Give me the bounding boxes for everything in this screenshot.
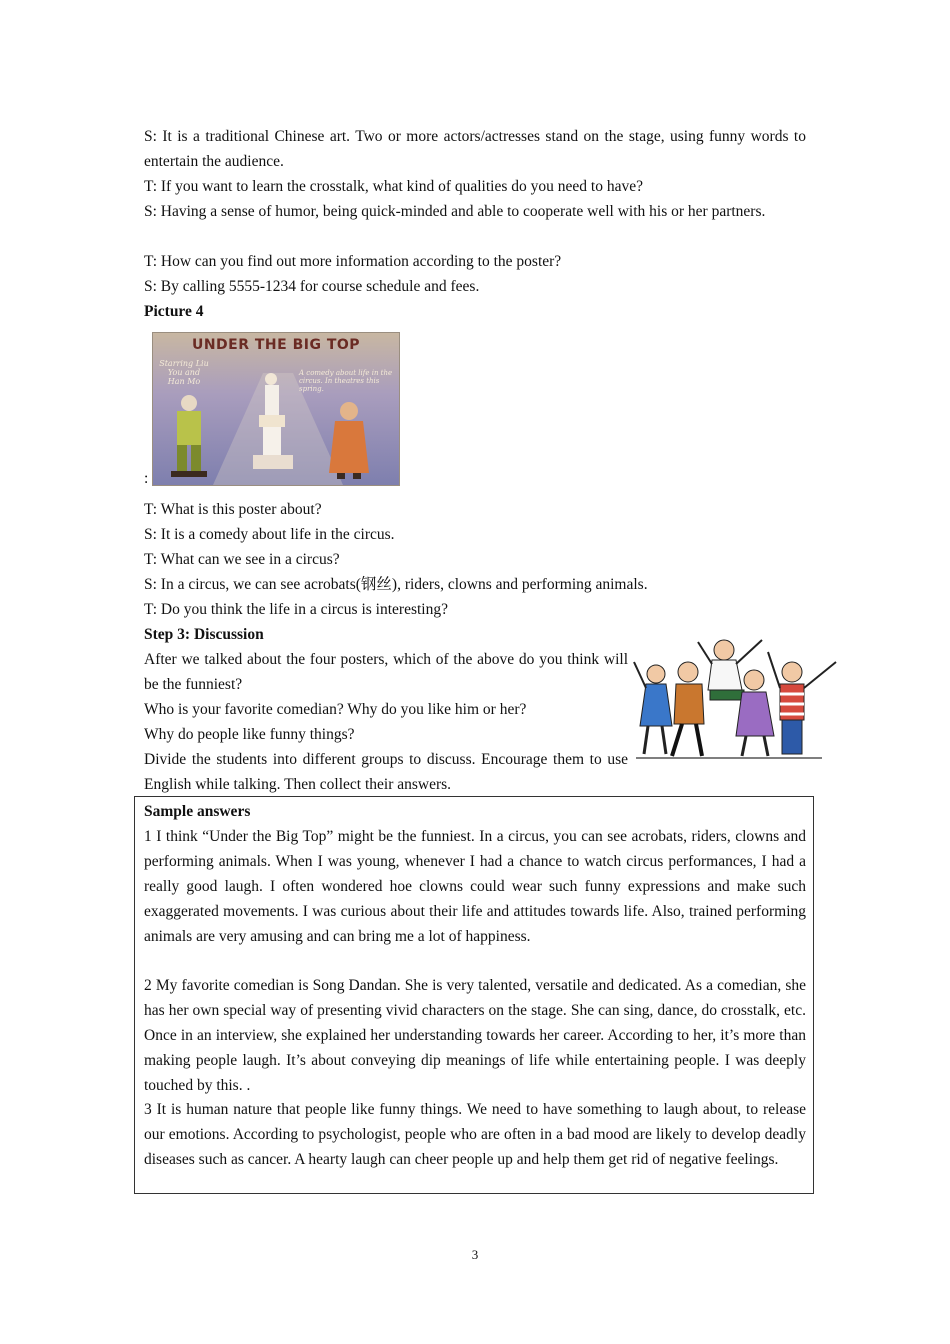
sample-answer: 1 I think “Under the Big Top” might be the funniest. In a circus, you can see acrobats, riders, clowns and performing animals. When I was young, whenever I had a chance to watch circus performances, I had a really good laugh. I often wondered hoe clowns could wear such funny expressions and make such exaggerated movements. I was curious about their life and attitudes towards life. Also, trained performing animals are very amusing and can bring me a lot of happiness. (144, 828, 806, 945)
dialogue-line: S: It is a traditional Chinese art. Two or more actors/actresses stand on the stage, using funny words to entertain the audience. (144, 128, 806, 170)
poster-tagline: A comedy about life in the circus. In theatres this spring. (299, 369, 393, 393)
discussion-question: After we talked about the four posters, which of the above do you think will be the funniest? (144, 651, 628, 693)
poster-artwork (153, 333, 399, 485)
dialogue-line: S: It is a comedy about life in the circus. (144, 526, 395, 543)
laughing-people-illustration (632, 632, 846, 762)
dialogue-line: T: If you want to learn the crosstalk, what kind of qualities do you need to have? (144, 178, 643, 195)
poster-starring: Starring Liu You and Han Mo (159, 359, 209, 386)
sample-answers-box (134, 796, 814, 1194)
picture-colon: : (144, 470, 149, 487)
discussion-instruction: Divide the students into different groups to discuss. Encourage them to use English while talking. Then collect their answers. (144, 751, 628, 793)
dialogue-line: S: By calling 5555-1234 for course schedule and fees. (144, 278, 480, 295)
poster-title: UNDER THE BIG TOP (191, 337, 361, 353)
dialogue-line: T: What can we see in a circus? (144, 551, 340, 568)
dialogue-line: S: In a circus, we can see acrobats(钢丝), riders, clowns and performing animals. (144, 576, 648, 593)
sample-answers-heading: Sample answers (144, 803, 251, 820)
dialogue-line: S: Having a sense of humor, being quick-minded and able to cooperate well with his or her partners. (144, 203, 766, 220)
dialogue-line: T: What is this poster about? (144, 501, 322, 518)
picture4-heading: Picture 4 (144, 303, 204, 320)
discussion-question: Who is your favorite comedian? Why do you like him or her? (144, 701, 527, 718)
dialogue-line: T: Do you think the life in a circus is interesting? (144, 601, 448, 618)
step3-heading: Step 3: Discussion (144, 626, 264, 643)
circus-poster-image (152, 332, 400, 486)
page-number: 3 (471, 1247, 479, 1262)
sample-answer: 2 My favorite comedian is Song Dandan. She is very talented, versatile and dedicated. As a comedian, she has her own special way of presenting vivid characters on the stage. She can sing, dance, do crosstalk, etc. Once in an interview, she explained her understanding towards her career. According to her, it’s more than making people laugh. It’s about conveying dip meanings of life while entertaining people. I was deeply touched by this. . (144, 977, 806, 1094)
dialogue-line: T: How can you find out more information according to the poster? (144, 253, 562, 270)
sample-answer: 3 It is human nature that people like funny things. We need to have something to laugh about, to release our emotions. According to psychologist, people who are often in a bad mood are likely to develop deadly diseases such as cancer. A hearty laugh can cheer people up and help them get rid of negative feelings. (144, 1101, 806, 1168)
discussion-question: Why do people like funny things? (144, 726, 355, 743)
